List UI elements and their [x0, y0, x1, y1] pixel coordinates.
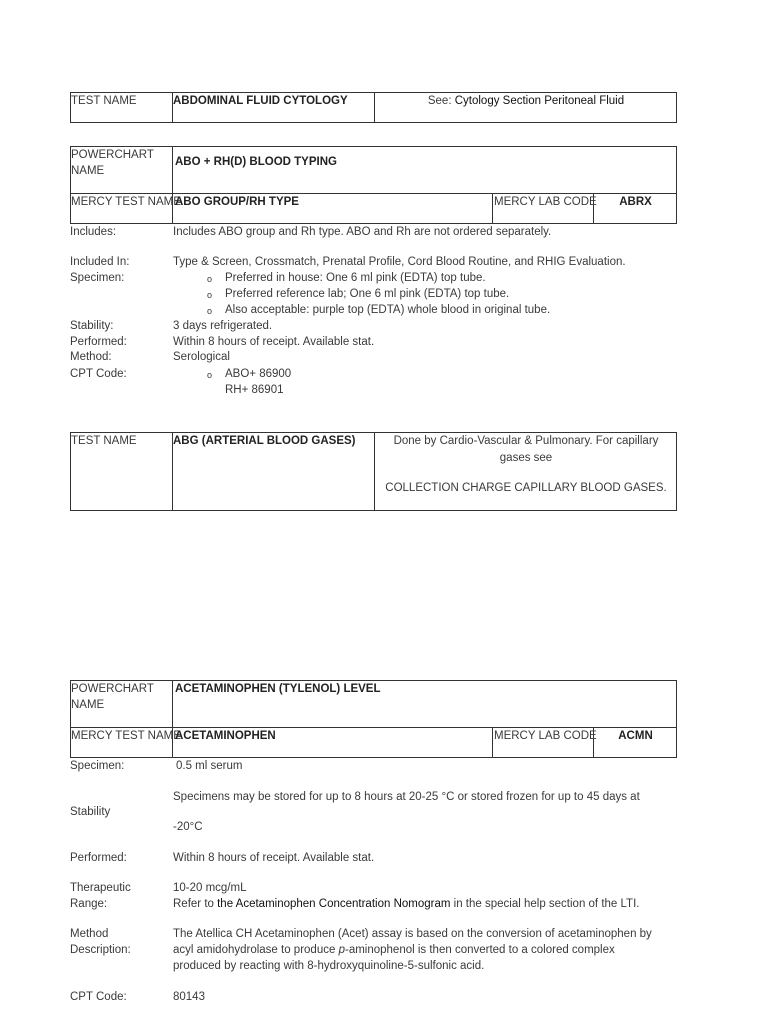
mercy-lab-code-label: MERCY LAB CODE [494, 730, 597, 742]
performed-value: Within 8 hours of receipt. Available stat. [173, 336, 375, 348]
test-name-label: TEST NAME [71, 435, 137, 447]
method-label-line1: Method [70, 928, 109, 940]
cpt-code-label: CPT Code: [70, 368, 127, 380]
test-name-value: ABG (ARTERIAL BLOOD GASES) [173, 435, 356, 447]
stability-label: Stability [70, 806, 111, 818]
powerchart-label-line1: POWERCHART [71, 149, 154, 161]
mercy-test-name-value: ABO GROUP/RH TYPE [175, 196, 299, 208]
see-link[interactable]: Cytology Section Peritoneal Fluid [454, 95, 625, 107]
specimen-item: Preferred in house: One 6 ml pink (EDTA) top tube. [225, 272, 486, 284]
mercy-test-name-label: MERCY TEST NAME [71, 730, 181, 742]
mercy-lab-code-label: MERCY LAB CODE [494, 196, 597, 208]
cpt-code-value: 80143 [173, 991, 205, 1003]
method-line3: produced by reacting with 8-hydroxyquinoline-5-sulfonic acid. [173, 960, 485, 972]
mercy-lab-code-value: ACMN [618, 730, 653, 742]
test-name-value: ABDOMINAL FLUID CYTOLOGY [173, 95, 348, 107]
mercy-lab-code-value: ABRX [619, 196, 652, 208]
therapeutic-range-value: 10-20 mcg/mL [173, 882, 247, 894]
performed-label: Performed: [70, 852, 127, 864]
included-in-value: Type & Screen, Crossmatch, Prenatal Profile, Cord Blood Routine, and RHIG Evaluation. [173, 256, 626, 268]
method-label-line2: Description: [70, 944, 131, 956]
nomogram-reference: Refer to the Acetaminophen Concentration Nomogram in the special help section of the LTI. [173, 898, 640, 910]
bullet: o [207, 274, 213, 284]
bullet: o [207, 290, 213, 300]
cpt-code-rh: RH+ 86901 [225, 384, 284, 396]
specimen-item: Also acceptable: purple top (EDTA) whole blood in original tube. [225, 304, 551, 316]
method-label: Method: [70, 351, 112, 363]
performed-value: Within 8 hours of receipt. Available stat. [173, 852, 375, 864]
performed-label: Performed: [70, 336, 127, 348]
powerchart-label-line1: POWERCHART [71, 683, 154, 695]
stability-value: 3 days refrigerated. [173, 320, 273, 332]
method-line2: acyl amidohydrolase to produce p-aminophenol is then converted to a colored complex [173, 944, 615, 956]
includes-label: Includes: [70, 226, 117, 238]
powerchart-name-value: ABO + RH(D) BLOOD TYPING [175, 156, 337, 168]
includes-value: Includes ABO group and Rh type. ABO and Rh are not ordered separately. [173, 226, 552, 238]
cpt-code-abo: ABO+ 86900 [225, 368, 292, 380]
bullet: o [207, 370, 213, 380]
abg-note-line1: Done by Cardio-Vascular & Pulmonary. For capillary [393, 435, 659, 447]
method-value: Serological [173, 351, 230, 363]
abg-note-line3: COLLECTION CHARGE CAPILLARY BLOOD GASES. [385, 482, 667, 494]
see-reference: See: Cytology Section Peritoneal Fluid [427, 95, 625, 107]
nomogram-link[interactable]: the Acetaminophen Concentration Nomogram [217, 898, 451, 910]
specimen-label: Specimen: [70, 760, 125, 772]
bullet: o [207, 306, 213, 316]
abg-table [70, 432, 677, 511]
stability-line2: -20°C [173, 821, 203, 833]
mercy-test-name-value: ACETAMINOPHEN [175, 730, 276, 742]
included-in-label: Included In: [70, 256, 130, 268]
mercy-test-name-label: MERCY TEST NAME [71, 196, 181, 208]
therapeutic-label-line1: Therapeutic [70, 882, 131, 894]
abg-note-line2: gases see [499, 452, 553, 464]
specimen-item: Preferred reference lab; One 6 ml pink (EDTA) top tube. [225, 288, 510, 300]
acetaminophen-table [70, 680, 677, 758]
test-name-label: TEST NAME [71, 95, 137, 107]
stability-line1: Specimens may be stored for up to 8 hours at 20-25 °C or stored frozen for up to 45 days at [173, 791, 640, 803]
powerchart-label-line2: NAME [71, 699, 105, 711]
specimen-label: Specimen: [70, 272, 125, 284]
abo-rh-table [70, 146, 677, 224]
specimen-value: 0.5 ml serum [176, 760, 243, 772]
method-line1: The Atellica CH Acetaminophen (Acet) assay is based on the conversion of acetaminophen by [173, 928, 652, 940]
cpt-code-label: CPT Code: [70, 991, 127, 1003]
therapeutic-label-line2: Range: [70, 898, 108, 910]
powerchart-label-line2: NAME [71, 165, 105, 177]
powerchart-name-value: ACETAMINOPHEN (TYLENOL) LEVEL [175, 683, 381, 695]
abdominal-fluid-table [70, 92, 677, 123]
stability-label: Stability: [70, 320, 114, 332]
